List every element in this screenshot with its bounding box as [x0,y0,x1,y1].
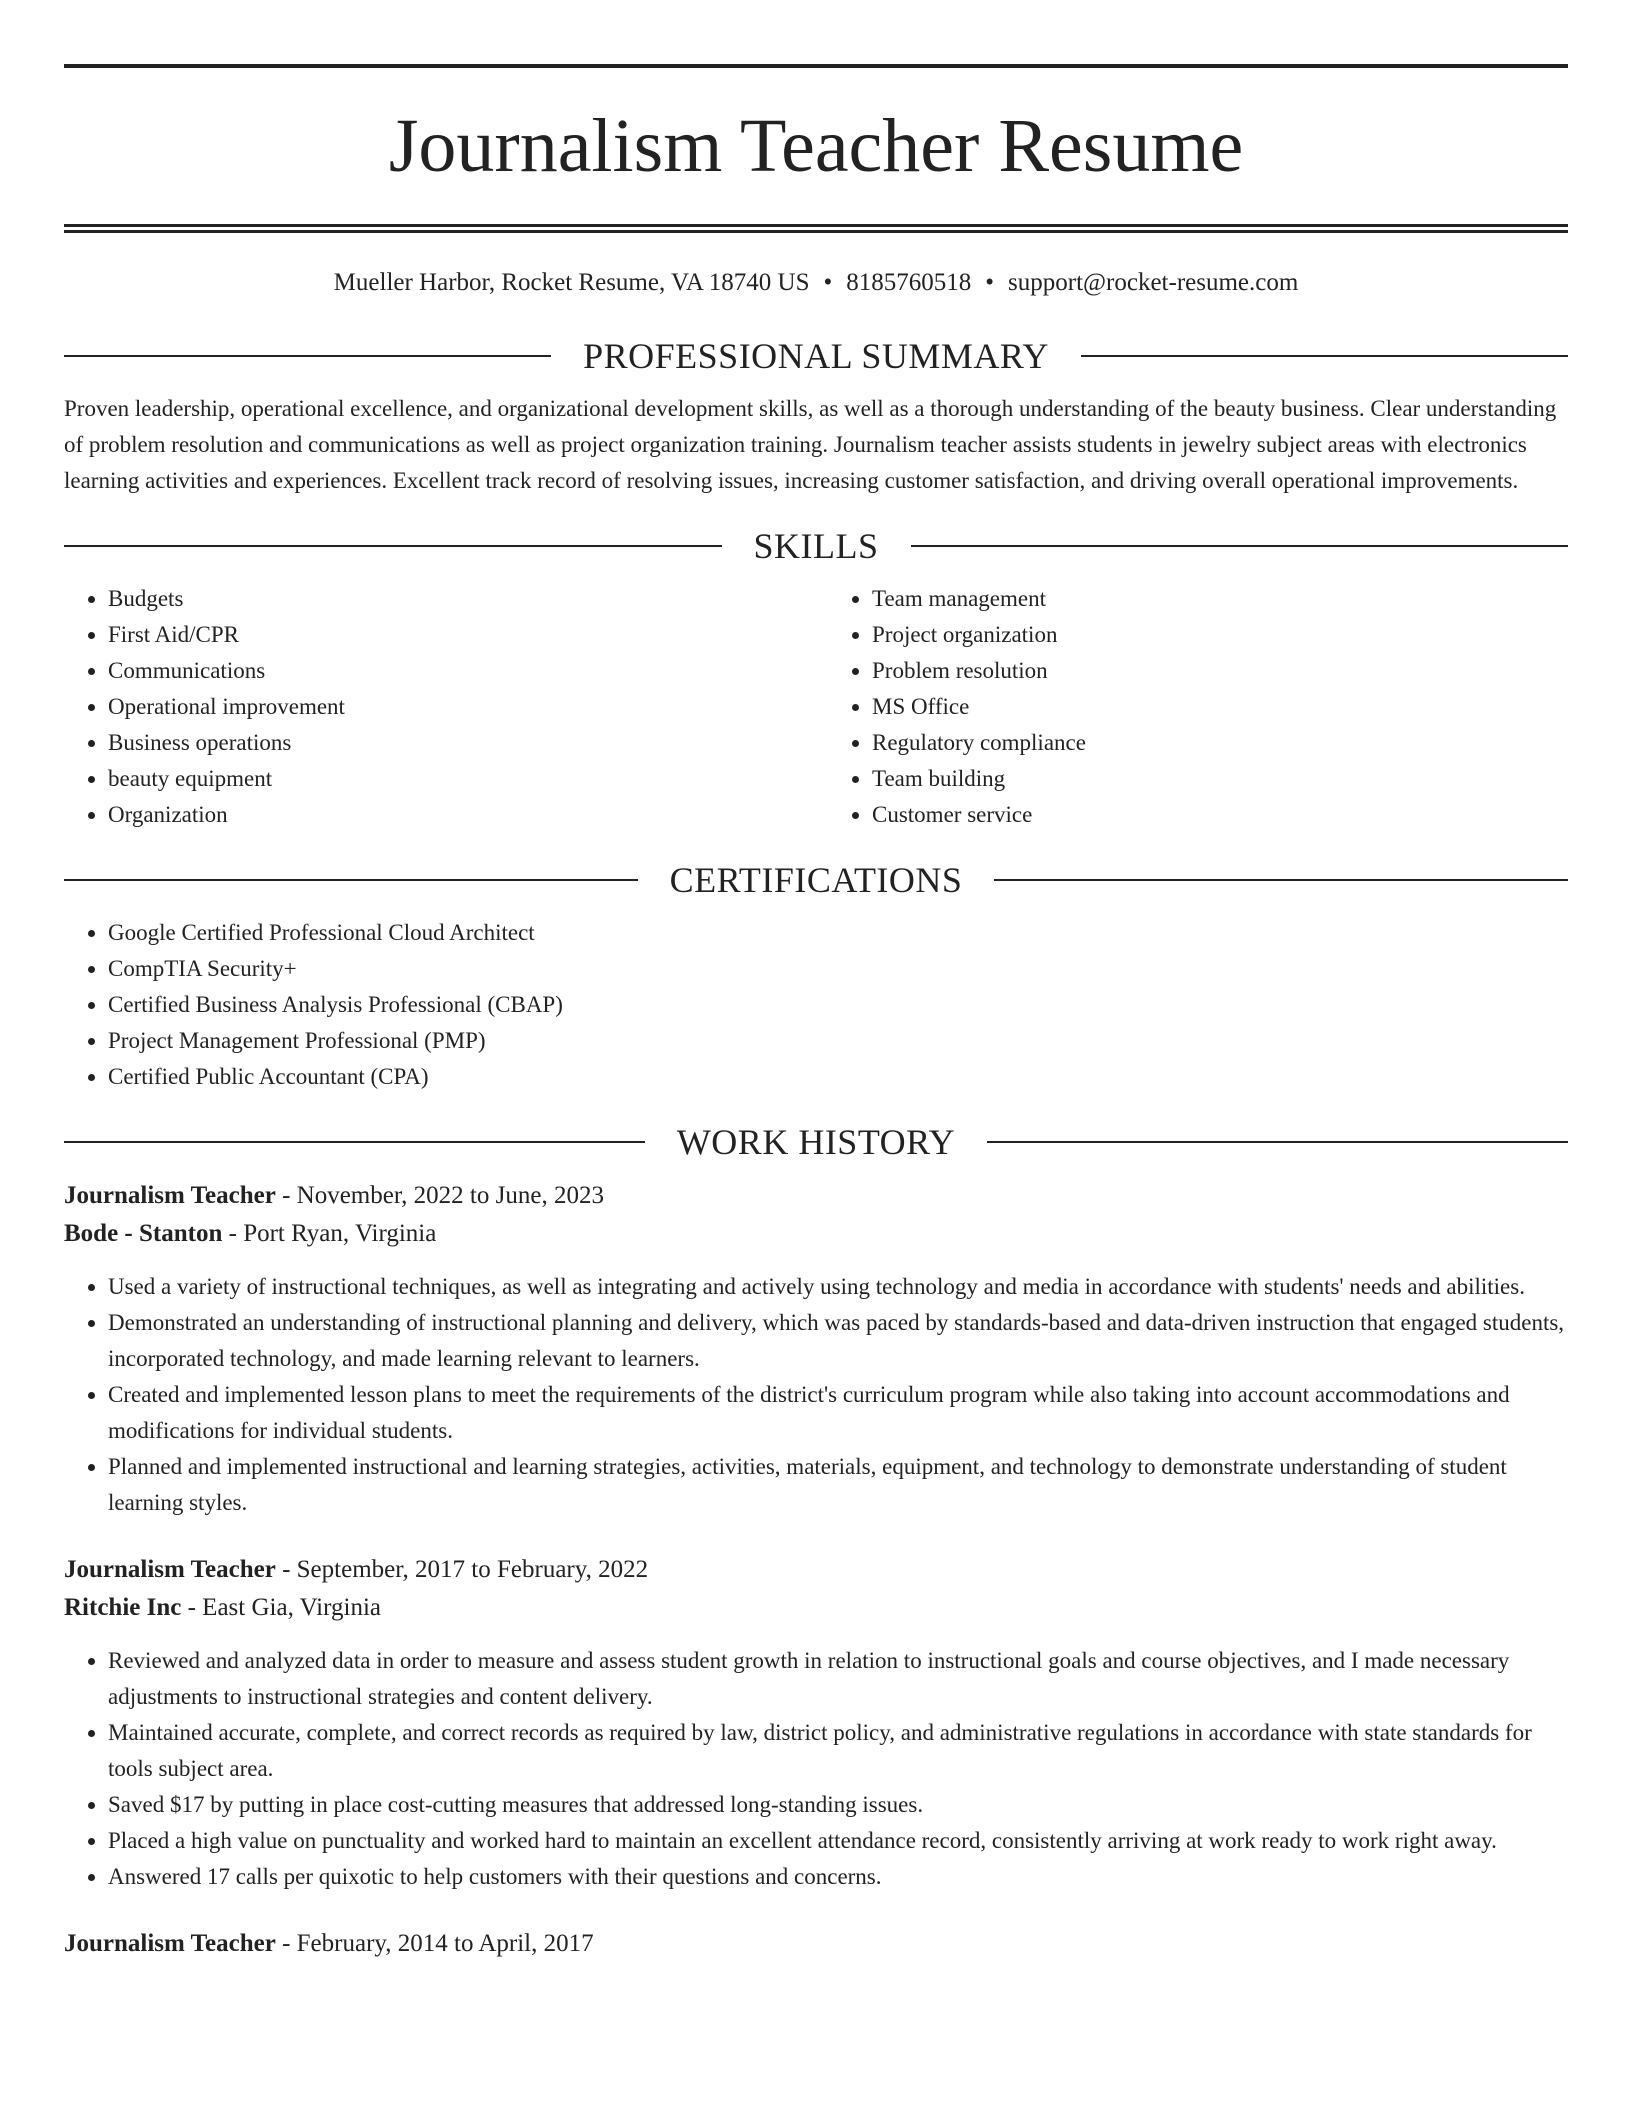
skill-item: • Operational improvement [108,689,816,725]
job-title: Journalism Teacher [64,1930,276,1957]
heading-rule-right [1081,355,1568,357]
job-bullets [64,1643,1568,1895]
job-title-line [64,1551,1568,1589]
skill-item: • Budgets [108,581,816,617]
job-location: - Port Ryan, Virginia [222,1220,437,1247]
certification-item: • Certified Business Analysis Professional (CBAP) [108,987,1568,1023]
heading-rule-right [987,1141,1568,1143]
job-bullet: • Created and implemented lesson plans to meet the requirements of the district's curriculum program while also taking into account accommodations and modifications for individual students. [108,1377,1568,1449]
skill-item: • Team management [872,581,1568,617]
page-title: Journalism Teacher Resume [388,104,1244,188]
job-title: Journalism Teacher [64,1556,276,1583]
skills-column-left [64,581,816,833]
section-heading-skills [64,523,1568,569]
skill-item: • MS Office [872,689,1568,725]
contact-phone: 8185760518 [846,269,972,296]
job-bullet: • Answered 17 calls per quixotic to help customers with their questions and concerns. [108,1859,1568,1895]
job-entry [64,1925,1568,1963]
skill-item: • Organization [108,797,816,833]
skill-item: • Business operations [108,725,816,761]
certification-item: • Google Certified Professional Cloud Architect [108,915,1568,951]
job-bullet: • Used a variety of instructional techniques, as well as integrating and actively using technology and media in accordance with students' needs and abilities. [108,1269,1568,1305]
skill-item: • Communications [108,653,816,689]
job-entry [64,1551,1568,1895]
section-heading-certifications [64,857,1568,903]
job-title: Journalism Teacher [64,1182,276,1209]
heading-rule-left [64,879,638,881]
job-bullet: • Saved $17 by putting in place cost-cutting measures that addressed long-standing issues. [108,1787,1568,1823]
resume-page [64,64,1568,1993]
skill-item: • Problem resolution [872,653,1568,689]
job-company: Ritchie Inc [64,1594,182,1621]
heading-rule-left [64,355,551,357]
top-rule [64,64,1568,68]
job-company-line [64,1589,1568,1627]
job-bullet: • Planned and implemented instructional and learning strategies, activities, materials, equipment, and technology to demonstrate understanding of student learning styles. [108,1449,1568,1521]
job-bullet: • Demonstrated an understanding of instructional planning and delivery, which was paced by standards-based and data-driven instruction that engaged students, incorporated technology, and made learning relevant to learners. [108,1305,1568,1377]
section-title: CERTIFICATIONS [669,860,963,900]
job-dates: - November, 2022 to June, 2023 [275,1182,604,1209]
skill-item: • First Aid/CPR [108,617,816,653]
section-heading-summary [64,333,1568,379]
contact-separator: • [823,269,833,296]
heading-rule-right [911,545,1569,547]
job-dates: - February, 2014 to April, 2017 [275,1930,594,1957]
skill-item: • beauty equipment [108,761,816,797]
skill-item: • Project organization [872,617,1568,653]
section-heading-work [64,1119,1568,1165]
job-dates: - September, 2017 to February, 2022 [275,1556,649,1583]
double-rule [64,224,1568,233]
job-bullet: • Placed a high value on punctuality and worked hard to maintain an excellent attendance record, consistently arriving at work ready to work right away. [108,1823,1568,1859]
contact-email: support@rocket-resume.com [1008,269,1299,296]
certifications-list [64,915,1568,1095]
contact-line [64,267,1568,299]
contact-separator: • [985,269,995,296]
section-title: WORK HISTORY [676,1122,956,1162]
skill-item: • Team building [872,761,1568,797]
skill-item: • Regulatory compliance [872,725,1568,761]
job-company-line [64,1215,1568,1253]
skills-list [64,581,1568,833]
job-bullet: • Maintained accurate, complete, and correct records as required by law, district policy, and administrative regulations in accordance with state standards for tools subject area. [108,1715,1568,1787]
job-company: Bode - Stanton [64,1220,223,1247]
heading-rule-left [64,1141,645,1143]
summary-text: Proven leadership, operational excellence, and organizational development skills, as well as a thorough understanding of the beauty business. Clear understanding of problem resolution and communications as well as project organization training. Journalism teacher assists students in jewelry subject areas with electronics learning activities and experiences. Excellent track record of resolving issues, increasing customer satisfaction, and driving overall operational improvements. [64,396,1557,493]
job-entry [64,1177,1568,1521]
heading-rule-right [994,879,1568,881]
contact-address: Mueller Harbor, Rocket Resume, VA 18740 US [333,269,810,296]
job-bullets [64,1269,1568,1521]
job-title-line [64,1925,1568,1963]
section-title: SKILLS [753,526,879,566]
certification-item: • Certified Public Accountant (CPA) [108,1059,1568,1095]
heading-rule-left [64,545,722,547]
section-title: PROFESSIONAL SUMMARY [583,336,1049,376]
job-location: - East Gia, Virginia [181,1594,381,1621]
certification-item: • Project Management Professional (PMP) [108,1023,1568,1059]
skills-column-right [816,581,1568,833]
work-history-list [64,1177,1568,1963]
skill-item: • Customer service [872,797,1568,833]
certification-item: • CompTIA Security+ [108,951,1568,987]
job-bullet: • Reviewed and analyzed data in order to measure and assess student growth in relation to instructional goals and course objectives, and I made necessary adjustments to instructional strategies and content delivery. [108,1643,1568,1715]
job-title-line [64,1177,1568,1215]
